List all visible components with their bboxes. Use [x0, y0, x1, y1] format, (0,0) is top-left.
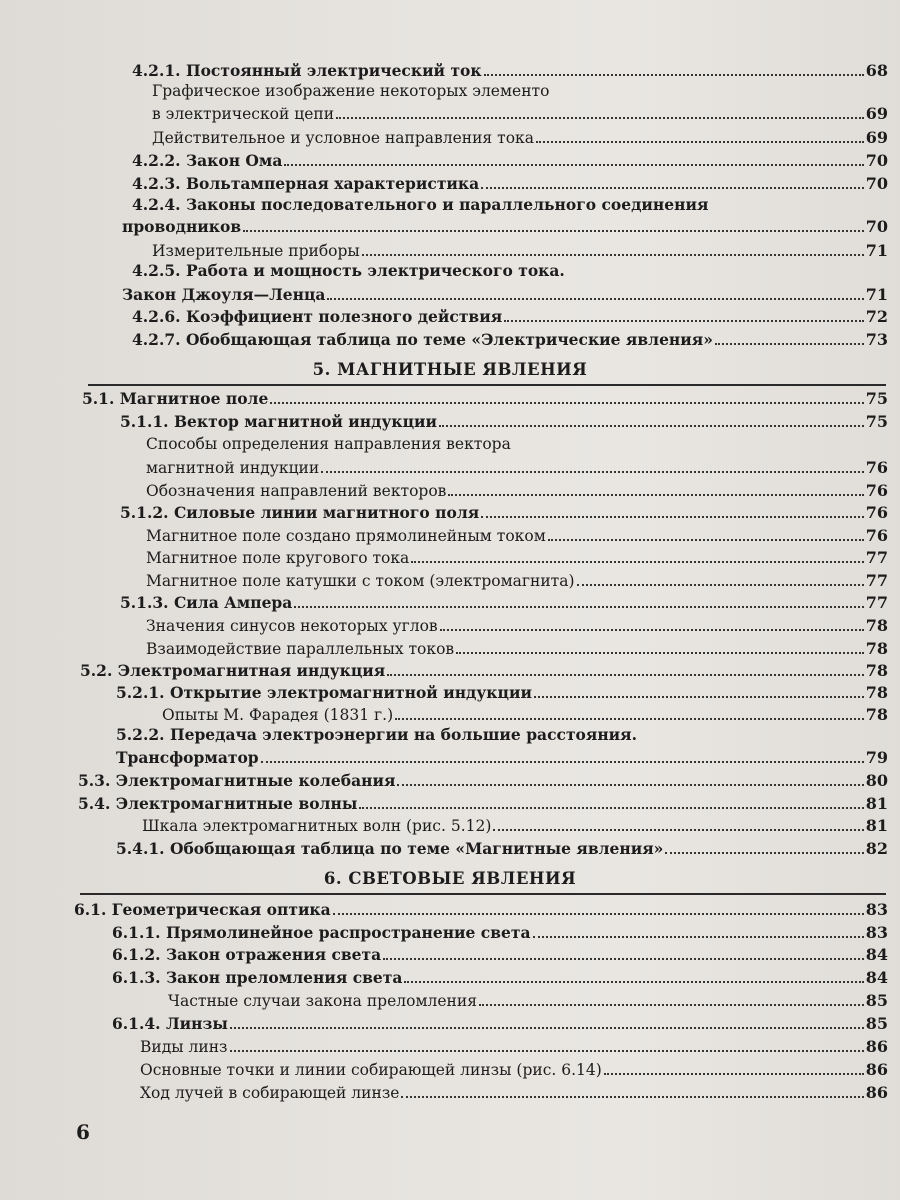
toc-entry[interactable]: 4.2.2. Закон Ома 70: [132, 148, 888, 172]
toc-entry[interactable]: 6.1.4. Линзы 85: [112, 1011, 888, 1035]
toc-entry[interactable]: 4.2.5. Работа и мощность электрического тока.: [132, 261, 565, 280]
page-ref: 76: [865, 526, 888, 545]
toc-entry[interactable]: магнитной индукции 76: [146, 455, 888, 479]
leader-dots: [395, 702, 864, 720]
toc-entry[interactable]: Взаимодействие параллельных токов 78: [146, 636, 888, 660]
page-ref: 80: [865, 771, 888, 790]
leader-dots: [504, 304, 864, 322]
toc-entry[interactable]: Измерительные приборы 71: [152, 238, 888, 262]
toc-entry[interactable]: Опыты М. Фарадея (1831 г.) 78: [162, 702, 888, 726]
leader-dots: [715, 327, 864, 345]
leader-dots: [577, 568, 864, 586]
page-ref: 82: [865, 839, 888, 858]
toc-entry[interactable]: 5.3. Электромагнитные колебания 80: [78, 768, 888, 792]
leader-dots: [439, 409, 864, 427]
leader-dots: [230, 1034, 864, 1052]
page-ref: 84: [865, 945, 888, 964]
page-ref: 70: [865, 174, 888, 193]
page-ref: 86: [865, 1083, 888, 1102]
toc-entry[interactable]: 4.2.3. Вольтамперная характеристика 70: [132, 171, 888, 195]
toc-entry[interactable]: Способы определения направления вектора: [146, 435, 511, 453]
toc-entry[interactable]: Виды линз 86: [140, 1034, 888, 1058]
page-ref: 81: [865, 794, 888, 813]
leader-dots: [533, 920, 864, 938]
page-ref: 81: [865, 816, 888, 835]
page-ref: 76: [865, 481, 888, 500]
toc-entry[interactable]: Графическое изображение некоторых элементо: [152, 82, 550, 100]
leader-dots: [284, 148, 863, 166]
toc-entry[interactable]: Шкала электромагнитных волн (рис. 5.12) 81: [142, 813, 888, 837]
page-ref: 76: [865, 503, 888, 522]
toc-entry[interactable]: 5.4. Электромагнитные волны 81: [78, 791, 888, 815]
page-ref: 77: [865, 593, 888, 612]
toc-entry[interactable]: 6.1.3. Закон преломления света 84: [112, 965, 888, 989]
toc-entry[interactable]: проводников 70: [122, 214, 888, 238]
page-ref: 83: [865, 900, 888, 919]
leader-dots: [481, 500, 864, 518]
leader-dots: [270, 386, 863, 404]
leader-dots: [493, 813, 863, 831]
page-ref: 84: [865, 968, 888, 987]
leader-dots: [665, 836, 863, 854]
page-ref: 76: [865, 458, 888, 477]
leader-dots: [440, 613, 864, 631]
toc-entry[interactable]: 5.1. Магнитное поле 75: [82, 386, 888, 410]
leader-dots: [383, 942, 864, 960]
toc-entry[interactable]: 4.2.4. Законы последовательного и параллельного соединения: [132, 195, 709, 214]
page-ref: 70: [865, 151, 888, 170]
toc-entry[interactable]: 6.1.1. Прямолинейное распространение света 83: [112, 920, 888, 944]
leader-dots: [536, 125, 864, 143]
leader-dots: [404, 965, 863, 983]
leader-dots: [604, 1057, 864, 1075]
page-ref: 85: [865, 1014, 888, 1033]
page-ref: 78: [865, 661, 888, 680]
leader-dots: [243, 214, 864, 232]
page-ref: 72: [865, 307, 888, 326]
toc-entry[interactable]: 6.1.2. Закон отражения света 84: [112, 942, 888, 966]
page-ref: 69: [865, 104, 888, 123]
page-ref: 69: [865, 128, 888, 147]
page-ref: 83: [865, 923, 888, 942]
leader-dots: [411, 545, 863, 563]
toc-entry[interactable]: Магнитное поле создано прямолинейным током 76: [146, 523, 888, 547]
leader-dots: [321, 455, 864, 473]
page-ref: 77: [865, 571, 888, 590]
leader-dots: [327, 282, 863, 300]
leader-dots: [230, 1011, 864, 1029]
leader-dots: [362, 238, 864, 256]
toc-entry[interactable]: 6.1. Геометрическая оптика 83: [74, 897, 888, 921]
toc-entry[interactable]: 5.4.1. Обобщающая таблица по теме «Магнитные явления» 82: [116, 836, 888, 860]
toc-entry[interactable]: 4.2.6. Коэффициент полезного действия 72: [132, 304, 888, 328]
leader-dots: [294, 590, 863, 608]
page-ref: 68: [865, 61, 888, 80]
toc-entry[interactable]: 5.2. Электромагнитная индукция 78: [80, 658, 888, 682]
leader-dots: [479, 988, 864, 1006]
toc-entry[interactable]: Основные точки и линии собирающей линзы (рис. 6.14) 86: [140, 1057, 888, 1081]
page-ref: 75: [865, 412, 888, 431]
page-ref: 78: [865, 616, 888, 635]
toc-entry[interactable]: Магнитное поле катушки с током (электромагнита) 77: [146, 568, 888, 592]
leader-dots: [359, 791, 863, 809]
leader-dots: [261, 745, 864, 763]
leader-dots: [481, 171, 864, 189]
toc-entry[interactable]: Действительное и условное направления тока 69: [152, 125, 888, 149]
toc-entry[interactable]: Закон Джоуля—Ленца 71: [122, 282, 888, 306]
toc-entry[interactable]: 4.2.7. Обобщающая таблица по теме «Электрические явления» 73: [132, 327, 888, 351]
toc-entry[interactable]: Обозначения направлений векторов 76: [146, 478, 888, 502]
toc-entry[interactable]: 5.1.1. Вектор магнитной индукции 75: [120, 409, 888, 433]
section-divider: [80, 893, 886, 895]
leader-dots: [548, 523, 864, 541]
page-ref: 85: [865, 991, 888, 1010]
leader-dots: [534, 680, 864, 698]
page-number: 6: [76, 1120, 90, 1144]
leader-dots: [397, 768, 863, 786]
page-ref: 71: [865, 241, 888, 260]
leader-dots: [448, 478, 863, 496]
page-ref: 78: [865, 639, 888, 658]
leader-dots: [401, 1080, 863, 1098]
leader-dots: [336, 101, 864, 119]
toc-entry[interactable]: Ход лучей в собирающей линзе 86: [140, 1080, 888, 1104]
toc-entry[interactable]: Трансформатор 79: [116, 745, 888, 769]
toc-entry[interactable]: 5.2.1. Открытие электромагнитной индукции 78: [116, 680, 888, 704]
page-ref: 79: [865, 748, 888, 767]
page-ref: 73: [865, 330, 888, 349]
toc-entry[interactable]: в электрической цепи 69: [152, 101, 888, 125]
page-ref: 86: [865, 1037, 888, 1056]
leader-dots: [484, 58, 864, 76]
toc-entry[interactable]: Магнитное поле кругового тока 77: [146, 545, 888, 569]
leader-dots: [387, 658, 864, 676]
page-ref: 78: [865, 683, 888, 702]
leader-dots: [456, 636, 864, 654]
toc-entry[interactable]: 5.1.3. Сила Ампера 77: [120, 590, 888, 614]
page-ref: 77: [865, 548, 888, 567]
toc-entry[interactable]: Частные случаи закона преломления 85: [168, 988, 888, 1012]
toc-entry[interactable]: Значения синусов некоторых углов 78: [146, 613, 888, 637]
section-heading: 5. МАГНИТНЫЕ ЯВЛЕНИЯ: [312, 360, 588, 379]
page-ref: 70: [865, 217, 888, 236]
page-ref: 75: [865, 389, 888, 408]
toc-entry[interactable]: 4.2.1. Постоянный электрический ток 68: [132, 58, 888, 82]
page-ref: 78: [865, 705, 888, 724]
toc-entry[interactable]: 5.1.2. Силовые линии магнитного поля 76: [120, 500, 888, 524]
toc-entry[interactable]: 5.2.2. Передача электроэнергии на большие расстояния.: [116, 725, 638, 744]
page-ref: 71: [865, 285, 888, 304]
page-ref: 86: [865, 1060, 888, 1079]
leader-dots: [333, 897, 864, 915]
section-heading: 6. СВЕТОВЫЕ ЯВЛЕНИЯ: [323, 869, 577, 888]
